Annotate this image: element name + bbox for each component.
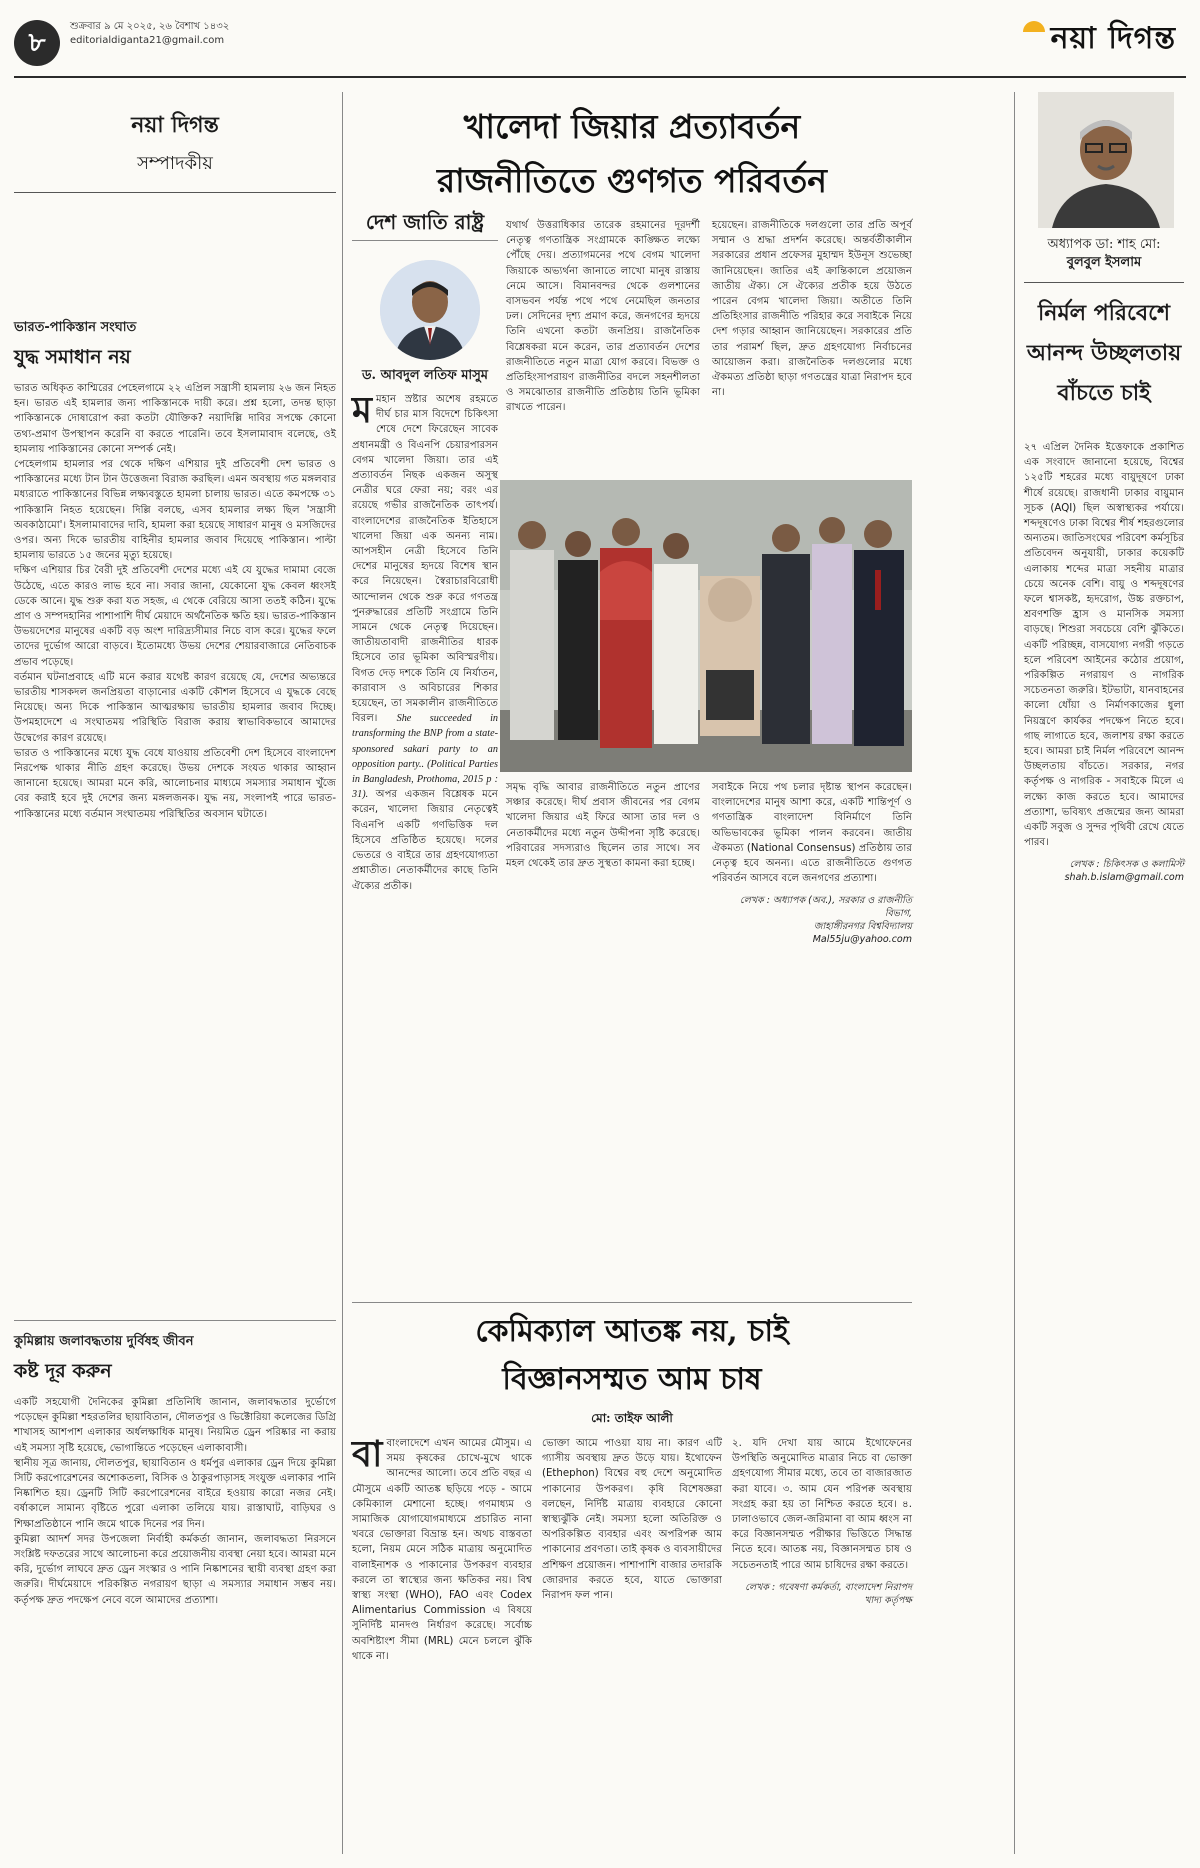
editorial-rule (14, 192, 336, 193)
column-divider (1014, 92, 1015, 1854)
lead-column-3b (712, 780, 912, 946)
right-headline-line: আনন্দ উচ্ছলতায় (1026, 340, 1182, 366)
right-rule (1024, 282, 1184, 283)
editorial-label: সম্পাদকীয় (137, 153, 213, 174)
second-col3-text: ২. যদি দেখা যায় আমে ইথোফেনের উপস্থিতি অনুমোদিত মাত্রার নিচে বা ভোক্তা গ্রহণযোগ্য সীমার মধ্যে, তবে তা বাজারজাত করা যাবে। ৩. আম যেন পরিপক্ব অবস্থায় সংগ্রহ করা হয় তা নিশ্চিত করতে হবে। ৪. ঢালাওভাবে জেল-জরিমানা বা আম ধ্বংস না করে বিজ্ঞানসম্মত পরীক্ষার ভিত্তিতে সিদ্ধান্ত নিতে হবে। আতঙ্ক নয়, বিজ্ঞানসম্মত চাষ ও সচেতনতাই পারে আম চাষিদের রক্ষা করতে। (732, 1438, 912, 1571)
editorial-column (14, 92, 336, 193)
lead-column-2 (506, 218, 700, 416)
header-meta (70, 20, 229, 48)
author-portrait (380, 260, 480, 360)
second-signature: লেখক : গবেষণা কর্মকর্তা, বাংলাদেশ নিরাপদ খাদ্য কর্তৃপক্ষ (745, 1581, 912, 1606)
editorial-article-2 (14, 1332, 336, 1608)
right-signature (1024, 858, 1184, 884)
editorial-logo: নয়া দিগন্ত (131, 112, 219, 138)
lead-col2b-text: সমৃদ্ধ বৃদ্ধি আবার রাজনীতিতে নতুন প্রাণের সঞ্চার করেছে। দীর্ঘ প্রবাস জীবনের পর বেগম খালেদা জিয়ার এই ফিরে আসা তার দল ও নেতাকর্মীদের মধ্যে নতুন উদ্দীপনা সৃষ্টি করেছে। পরিবারের সদস্যরাও ছিলেন তার সাথে। সব মহল থেকেই তার দ্রুত সুস্থতা কামনা করা হচ্ছে। (506, 782, 700, 870)
editorial-article-1 (14, 318, 336, 822)
lead-author: ড. আবদুল লতিফ মাসুম (361, 368, 489, 383)
article-divider (352, 1302, 912, 1303)
article-kicker: ভারত-পাকিস্তান সংঘাত (14, 320, 137, 335)
masthead-title: নয়া দিগন্ত (1050, 21, 1176, 56)
issue-date: শুক্রবার ৯ মে ২০২৫, ২৬ বৈশাখ ১৪৩২ (70, 21, 230, 32)
masthead (1023, 14, 1176, 65)
article-paragraph: বর্তমান ঘটনাপ্রবাহে এটি মনে করার যথেষ্ট কারণ রয়েছে যে, দেশের অভ্যন্তরে ভারতীয় শাসকদল জনপ্রিয়তা বাড়ানোর একটি কৌশল হিসেবে এ যুদ্ধকে বেছে নিয়েছে। অন্য দিকে পাকিস্তান আত্মরক্ষায় ভারতীয় হামলার জবাব দিচ্ছে। উপমহাদেশে এ সংঘাতময় পরিস্থিতি বিরাজ করায় স্বাভাবিকভাবে আমাদের উদ্বেগের কারণ রয়েছে। (14, 671, 336, 744)
article-paragraph: পেহেলগাম হামলার পর থেকে দক্ষিণ এশিয়ার দুই প্রতিবেশী দেশ ভারত ও পাকিস্তানের মধ্যে টান টান উত্তেজনা বিরাজ করছিল। এমন অবস্থায় গত মঙ্গলবার মধ্যরাতে পাকিস্তানের বিভিন্ন লক্ষ্যবস্তুতে হামলা চালায় ভারত। এতে কমপক্ষে ৩১ পাকিস্তানি নিহত হয়েছেন। দিল্লি বলছে, এসব হামলার লক্ষ্য ছিল 'সন্ত্রাসী অবকাঠামো'। ইসলামাবাদের দাবি, হামলা করা হয়েছে সাধারণ মানুষ ও মসজিদের ওপর। অন্য দিকে ভারতীয় বাহিনীর হামলার জবাব দিয়েছে পাকিস্তান। পাল্টা হামলায় ভারতে ১৫ জনের মৃত্যু হয়েছে। (14, 459, 336, 562)
lead-signature (712, 894, 912, 946)
editorial-divider (14, 1320, 336, 1321)
lead-col1-quote: She succeeded in transforming the BNP from a state-sponsored sakari party to an opposition party.. (Political Parties in Bangladesh, Prothoma, 2015 p : 31). (352, 713, 498, 801)
right-column-body (1024, 440, 1184, 884)
right-author (1024, 236, 1184, 272)
article-paragraph: একটি সহযোগী দৈনিকের কুমিল্লা প্রতিনিধি জানান, জলাবদ্ধতার দুর্ভোগে পড়েছেন কুমিল্লা শহরতলির ছায়াবিতান, দৌলতপুর ও ভিক্টোরিয়া কলেজের ডিগ্রি শাখাসহ আশপাশ এলাকার অর্ধলক্ষাধিক মানুষ। নিয়মিত ড্রেন পরিষ্কার না করায় এই সমস্যা সৃষ্টি হয়েছে, ভোগান্তিতে পড়েছেন এলাকাবাসী। (14, 1397, 336, 1454)
article-headline: যুদ্ধ সমাধান নয় (14, 346, 131, 368)
second-headline (352, 1308, 912, 1404)
lead-headline (352, 100, 912, 208)
lead-col3b-text: সবাইকে নিয়ে পথ চলার দৃষ্টান্ত স্থাপন করেছেন। বাংলাদেশের মানুষ আশা করে, একটি শান্তিপূর্ণ ও গণতান্ত্রিক বাংলাদেশ বিনির্মাণে তিনি অভিভাবকের ভূমিকা পালন করবেন। জাতীয় ঐকমত্য (National Consensus) প্রতিষ্ঠায় তার নেতৃত্ব হবে অনন্য। এতে রাজনীতিতে গুণগত পরিবর্তন আসবে বলে জনগণের প্রত্যাশা। (712, 782, 912, 885)
second-column-3 (732, 1436, 912, 1607)
second-col1-text: বাংলাদেশে এখন আমের মৌসুম। এ সময় কৃষকের চোখে-মুখে থাকে আনন্দের আলো। তবে প্রতি বছর এ মৌসুমে একটি আতঙ্ক ছড়িয়ে পড়ে - আমে কেমিক্যাল মেশানো হচ্ছে। গণমাধ্যম ও সামাজিক যোগাযোগমাধ্যমে প্রচারিত নানা খবরে ভোক্তারা বিভ্রান্ত হন। অথচ বাস্তবতা হলো, নিয়ম মেনে সঠিক মাত্রায় অনুমোদিত বালাইনাশক ও পাকানোর উপকরণ ব্যবহার করলে তা স্বাস্থ্যের জন্য ক্ষতিকর নয়। বিশ্ব স্বাস্থ্য সংস্থা (WHO), FAO এবং Codex Alimentarius Commission এ বিষয়ে সুনির্দিষ্ট মানদণ্ড নির্ধারণ করেছে। সর্বোচ্চ অবশিষ্টাংশ সীমা (MRL) মেনে চললে ঝুঁকি থাকে না। (352, 1438, 532, 1662)
column-divider (342, 92, 343, 1854)
right-headline-line: নির্মল পরিবেশে (1038, 300, 1170, 326)
drop-cap: ম (352, 389, 372, 431)
second-author: মো: তাইফ আলী (591, 1411, 673, 1425)
article-paragraph: দক্ষিণ এশিয়ার চির বৈরী দুই প্রতিবেশী দেশের মধ্যে এই যে যুদ্ধের দামামা বেজে উঠেছে, এতে কারও লাভ হবে না। সবার জানা, যেকোনো যুদ্ধ কেবল ধ্বংসই ডেকে আনে। যুদ্ধ শুরু করা যত সহজ, এ থেকে বেরিয়ে আসা ততই কঠিন। যুদ্ধে প্রাণ ও সম্পদহানির পাশাপাশি দীর্ঘ মেয়াদে অর্থনৈতিক ক্ষতি হয়। ভারত-পাকিস্তান উভয়দেশের মানুষের একটি বড় অংশ দারিদ্র্যসীমার নিচে বাস করে। যুদ্ধের ফলে তাদের দুর্ভোগ আরো বাড়বে। ইতোমধ্যে উভয় দেশের শেয়ারবাজারে নেতিবাচক প্রভাব পড়েছে। (14, 565, 336, 668)
second-headline-line: বিজ্ঞানসম্মত আম চাষ (502, 1362, 762, 1397)
right-headline (1024, 293, 1184, 413)
second-column-2 (542, 1436, 722, 1603)
article-paragraph: স্থানীয় সূত্র জানায়, দৌলতপুর, ছায়াবিতান ও ধর্মপুর এলাকার ড্রেন দিয়ে কুমিল্লা সিটি করপোরেশনের অশোকতলা, বিসিক ও ঠাকুরপাড়াসহ সংযুক্ত এলাকার পানি নিষ্কাশিত হয়। ড্রেনটি সিটি করপোরেশনের বাইরে হওয়ায় কারো নজর নেই। বর্ষাকালে সামান্য বৃষ্টিতে পুরো এলাকা তলিয়ে যায়। রাস্তাঘাট, বাড়িঘর ও শিক্ষাপ্রতিষ্ঠানে পানি জমে থাকে দিনের পর দিন। (14, 1457, 336, 1530)
lead-photo-image (500, 480, 912, 772)
article-paragraph: ভারত অধিকৃত কাশ্মিরের পেহেলগামে ২২ এপ্রিল সন্ত্রাসী হামলায় ২৬ জন নিহত হন। ভারত এই হামলার জন্য পাকিস্তানকে দায়ী করে। প্রশ্ন হলো, তদন্ত ছাড়া পাকিস্তানকে দোষারোপ করা কতটা যৌক্তিক? নয়াদিল্লি দাবির সপক্ষে কোনো তথ্য-প্রমাণ উপস্থাপন করেনি বা করতে পারেনি। তবে ইসলামাবাদ বলেছে, ওই হামলায় পাকিস্তানের কোনো সম্পর্ক নেই। (14, 383, 336, 455)
section-rule (352, 240, 498, 241)
lead-column-2b (506, 780, 700, 871)
sun-logo-icon (1023, 21, 1045, 32)
right-column-header (1024, 236, 1184, 413)
author-portrait-image (380, 260, 480, 360)
article-kicker: কুমিল্লায় জলাবদ্ধতায় দুর্বিষহ জীবন (14, 1334, 194, 1349)
drop-cap: বা (352, 1433, 383, 1475)
editorial-email[interactable]: editorialdiganta21@gmail.com (70, 35, 225, 46)
right-body-text: ২৭ এপ্রিল দৈনিক ইত্তেফাকে প্রকাশিত এক সংবাদে জানানো হয়েছে, বিশ্বের ১২৫টি শহরের মধ্যে বায়ুদূষণে ঢাকা শীর্ষে রয়েছে। রাজধানী ঢাকার বায়ুমান সূচক (AQI) ছিল অস্বাস্থ্যকর পর্যায়ে। শব্দদূষণেও ঢাকা বিশ্বের শীর্ষ শহরগুলোর অন্যতম। জাতিসংঘের পরিবেশ কর্মসূচির প্রতিবেদন অনুযায়ী, ঢাকার কয়েকটি এলাকায় শব্দের মাত্রা সহনীয় মাত্রার চেয়ে অনেক বেশি। বায়ু ও শব্দদূষণের ফলে শ্বাসকষ্ট, হৃদরোগ, উচ্চ রক্তচাপ, শ্রবণশক্তি হ্রাস ও মানসিক সমস্যা বাড়ছে। শিশুরা সবচেয়ে বেশি ঝুঁকিতে। একটি পরিচ্ছন্ন, বাসযোগ্য নগরী গড়তে হলে পরিবেশ আইনের কঠোর প্রয়োগ, পরিকল্পিত নগরায়ণ ও নাগরিক সচেতনতা জরুরি। ইটভাটা, যানবাহনের কালো ধোঁয়া ও নির্মাণকাজের ধুলা নিয়ন্ত্রণে কার্যকর পদক্ষেপ নিতে হবে। গাছ লাগাতে হবে, জলাশয় রক্ষা করতে হবে। আমরা চাই নির্মল পরিবেশে আনন্দ উচ্ছলতায় বাঁচতে। সরকার, নগর কর্তৃপক্ষ ও নাগরিক - সবাইকে মিলে এ লক্ষ্যে কাজ করতে হবে। আমাদের প্রত্যাশা, ভবিষ্যৎ প্রজন্মের জন্য আমরা একটি সবুজ ও সুন্দর পৃথিবী রেখে যেতে পারব। (1024, 442, 1184, 849)
header-rule (14, 76, 1186, 78)
right-author-line: অধ্যাপক ডা: শাহ মো: (1047, 237, 1161, 252)
page-number: ৮ (14, 20, 60, 66)
lead-col1-text: মহান স্রষ্টার অশেষ রহমতে দীর্ঘ চার মাস বিদেশে চিকিৎসা শেষে দেশে ফিরেছেন সাবেক প্রধানমন্ত্রী ও বিএনপি চেয়ারপারসন বেগম খালেদা জিয়া। তার এই প্রত্যাবর্তন নিছক একজন অসুস্থ নেত্রীর ঘরে ফেরা নয়; বরং এর রয়েছে গভীর রাজনৈতিক তাৎপর্য। বাংলাদেশের রাজনৈতিক ইতিহাসে খালেদা জিয়া এক অনন্য নাম। আপসহীন নেত্রী হিসেবে তিনি দেশের মানুষের হৃদয়ে বিশেষ স্থান করে নিয়েছেন। স্বৈরাচারবিরোধী আন্দোলন থেকে শুরু করে গণতন্ত্র পুনরুদ্ধারের প্রতিটি সংগ্রামে তিনি সামনে থেকে নেতৃত্ব দিয়েছেন। জাতীয়তাবাদী রাজনীতির ধারক হিসেবে তার ভূমিকা অবিস্মরণীয়। বিগত দেড় দশকে তিনি যে নির্যাতন, কারাবাস ও অবিচারের শিকার হয়েছেন, তা সমকালীন রাজনীতিতে বিরল। (352, 394, 498, 725)
lead-sig-role: লেখক : অধ্যাপক (অব.), সরকার ও রাজনীতি বিভাগ, (739, 895, 912, 920)
lead-col3-text: হয়েছেন। রাজনীতিকে দলগুলো তার প্রতি অপূর্ব সম্মান ও শ্রদ্ধা প্রদর্শন করেছে। অন্তর্বর্তীকালীন সরকারের প্রধান প্রফেসর মুহাম্মদ ইউনূস শুভেচ্ছা জানিয়েছেন। জাতির এই ক্রান্তিকালে প্রয়োজন জাতীয় ঐক্য। সে ঐক্যের প্রতীক হয়ে উঠতে পারেন বেগম খালেদা জিয়া। অতীতে তিনি প্রতিহিংসার রাজনীতি পরিহার করে সবাইকে নিয়ে দেশ গড়ার আহ্বান জানিয়েছেন। সরকারের প্রতি তার পরামর্শ ছিল, দ্রুত গ্রহণযোগ্য নির্বাচনের আয়োজন করা। রাজনৈতিক দলগুলোর মধ্যে ঐকমত্য প্রতিষ্ঠা ছাড়া গণতন্ত্রের যাত্রা নিরাপদ হবে না। (712, 220, 912, 399)
right-author-portrait (1038, 92, 1174, 228)
right-headline-line: বাঁচতে চাই (1057, 380, 1151, 406)
second-col2-text: ভোক্তা আমে পাওয়া যায় না। কারণ এটি গ্যাসীয় অবস্থায় দ্রুত উড়ে যায়। ইথোফেন (Ethephon) বিশ্বের বহু দেশে অনুমোদিত পাকানোর উপকরণ। কৃষি বিশেষজ্ঞরা বলছেন, নির্দিষ্ট মাত্রায় ব্যবহারে কোনো স্বাস্থ্যঝুঁকি নেই। সমস্যা হলো অতিরিক্ত ও অপরিকল্পিত ব্যবহার এবং অপরিপক্ব আম পাকানোর প্রবণতা। তাই কৃষক ও ব্যবসায়ীদের প্রশিক্ষণ প্রয়োজন। পাশাপাশি বাজার তদারকি জোরদার করতে হবে, যাতে ভোক্তারা নিরাপদ ফল পান। (542, 1438, 722, 1602)
lead-col1-text-b: অপর একজন বিশ্লেষক মনে করেন, খালেদা জিয়ার নেতৃত্বেই বিএনপি একটি গণভিত্তিক দল হিসেবে প্রতিষ্ঠিত হয়েছে। দলের ভেতরে ও বাইরে তার গ্রহণযোগ্যতা প্রশ্নাতীত। নেতাকর্মীদের কাছে তিনি ঐক্যের প্রতীক। (352, 789, 498, 892)
right-sig: লেখক : চিকিৎসক ও কলামিস্ট (1069, 859, 1184, 871)
right-author-line: বুলবুল ইসলাম (1066, 255, 1142, 270)
right-author-portrait-image (1038, 92, 1174, 228)
lead-sig-email[interactable]: Mal55ju@yahoo.com (812, 934, 912, 946)
article-paragraph: কুমিল্লা আদর্শ সদর উপজেলা নির্বাহী কর্মকর্তা জানান, জলাবদ্ধতা নিরসনে সংশ্লিষ্ট দফতরের সাথে আলোচনা করে প্রয়োজনীয় ব্যবস্থা নেয়া হবে। আমরা মনে করি, দুর্ভোগ লাঘবে দ্রুত ড্রেন সংস্কার ও পানি নিষ্কাশনের স্থায়ী ব্যবস্থা গ্রহণ করা জরুরি। দীর্ঘমেয়াদে পরিকল্পিত নগরায়ণ ছাড়া এ সমস্যার সমাধান সম্ভব নয়। কর্তৃপক্ষ দ্রুত পদক্ষেপ নেবে বলে আমাদের প্রত্যাশা। (14, 1533, 336, 1606)
lead-column-1 (352, 389, 498, 894)
lead-col2-text: যথার্থ উত্তরাধিকার তারেক রহমানের দূরদর্শী নেতৃত্ব গণতান্ত্রিক সংগ্রামকে কাঙ্ক্ষিত লক্ষ্যে পৌঁছে দেয়। প্রত্যাগমনের পথে বেগম খালেদা জিয়াকে অভ্যর্থনা জানাতে লাখো মানুষ রাস্তায় নেমে আসে। বিমানবন্দর থেকে গুলশানের বাসভবন পর্যন্ত পথে পথে নেমেছিল জনতার ঢল। সেদিনের দৃশ্য প্রমাণ করে, জনগণের হৃদয়ে তিনি এখনো কতটা জনপ্রিয়। রাজনৈতিক বিশ্লেষকরা মনে করেন, তার প্রত্যাবর্তন দেশের রাজনীতিতে নতুন মাত্রা যোগ করবে। বিভক্ত ও প্রতিহিংসাপরায়ণ রাজনীতির বদলে সহনশীলতা ও সমঝোতার রাজনীতি প্রতিষ্ঠায় তিনি ভূমিকা রাখতে পারেন। (506, 220, 700, 414)
lead-headline-line: রাজনীতিতে গুণগত পরিবর্তন (436, 161, 827, 200)
second-headline-line: কেমিক্যাল আতঙ্ক নয়, চাই (475, 1314, 789, 1349)
right-sig-email[interactable]: shah.b.islam@gmail.com (1064, 872, 1184, 884)
lead-sig-uni: জাহাঙ্গীরনগর বিশ্ববিদ্যালয় (814, 921, 912, 933)
column-section-tag: দেশ জাতি রাষ্ট্র (365, 210, 485, 234)
lead-headline-line: খালেদা জিয়ার প্রত্যাবর্তন (463, 107, 801, 146)
lead-column-3 (712, 218, 912, 400)
article-headline: কষ্ট দূর করুন (14, 1360, 112, 1382)
lead-photo (500, 480, 912, 772)
article-paragraph: ভারত ও পাকিস্তানের মধ্যে যুদ্ধ বেধে যাওয়ায় প্রতিবেশী দেশ হিসেবে বাংলাদেশ নিরপেক্ষ থাকার নীতি গ্রহণ করেছে। উভয় দেশকে সংযত থাকার আহ্বান জানানো হয়েছে। আমরা মনে করি, আলোচনার মাধ্যমে সমস্যার সমাধান খুঁজে বের করাই হবে দুই দেশের জন্য মঙ্গলজনক। যুদ্ধ নয়, সংলাপই পারে ভারত-পাকিস্তানের মধ্যে বর্তমান সংঘাতময় পরিস্থিতির অবসান ঘটাতে। (14, 747, 336, 820)
second-column-1 (352, 1433, 532, 1664)
